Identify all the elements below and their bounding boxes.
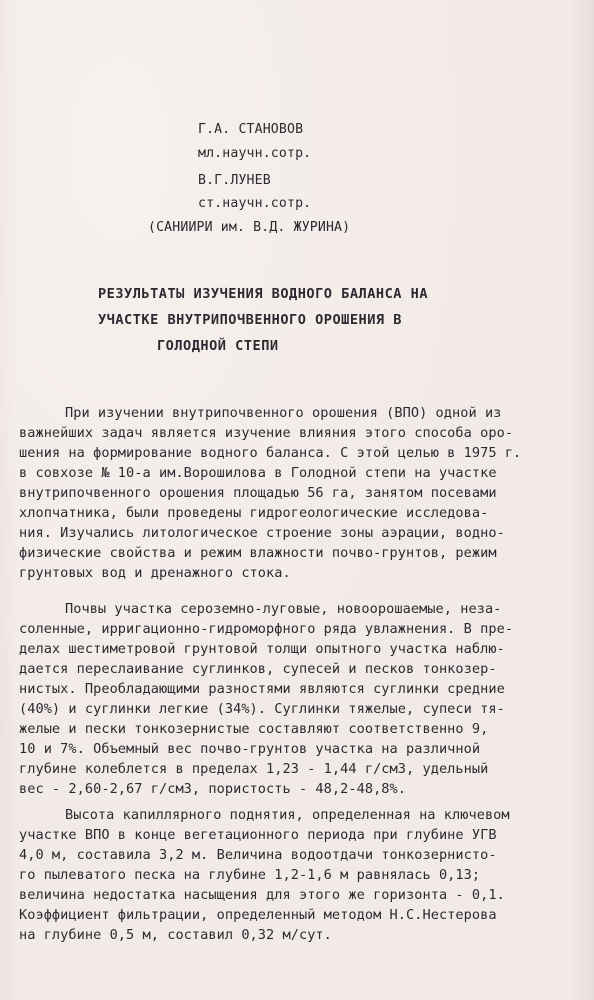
text-line: Почвы участка сероземно-луговые, новоорошаемые, неза- xyxy=(65,601,502,617)
text-line: При изучении внутрипочвенного орошения (ВПО) одной из xyxy=(65,405,502,421)
text-line: шения на формирование водного баланса. С этой целью в 1975 г. xyxy=(19,445,522,461)
text-line: нистых. Преобладающими разностями являются суглинки средние xyxy=(19,681,505,697)
text-line: участке ВПО в конце вегетационного периода при глубине УГВ xyxy=(19,827,497,843)
text-line: величина недостатка насыщения для этого же горизонта - 0,1. xyxy=(19,887,505,903)
text-line: (40%) и суглинки легкие (34%). Суглинки тяжелые, супеси тя- xyxy=(19,701,505,717)
text-line: го пылеватого песка на глубине 1,2-1,6 м равнялась 0,13; xyxy=(19,867,481,883)
text-line: на глубине 0,5 м, составил 0,32 м/сут. xyxy=(19,927,332,943)
text-line: вес - 2,60-2,67 г/см3, пористость - 48,2-48,8%. xyxy=(19,781,407,797)
text-line: физические свойства и режим влажности почво-грунтов, режим xyxy=(19,545,497,561)
author-1-position: мл.научн.сотр. xyxy=(198,146,312,161)
text-line: Высота капиллярного поднятия, определенная на ключевом xyxy=(65,807,510,823)
author-1-name: Г.А. СТАНОВОВ xyxy=(198,122,304,137)
title-line-2: УЧАСТКЕ ВНУТРИПОЧВЕННОГО ОРОШЕНИЯ В xyxy=(98,312,402,328)
text-line: делах шестиметровой грунтовой толщи опытного участка наблю- xyxy=(19,641,505,657)
text-line: 4,0 м, составила 3,2 м. Величина водоотдачи тонкозернисто- xyxy=(19,847,497,863)
text-line: хлопчатника, были проведены гидрогеологические исследова- xyxy=(19,505,489,521)
text-line: ния. Изучались литологическое строение зоны аэрации, водно- xyxy=(19,525,505,541)
title-line-1: РЕЗУЛЬТАТЫ ИЗУЧЕНИЯ ВОДНОГО БАЛАНСА НА xyxy=(98,286,428,302)
text-line: соленные, ирригационно-гидроморфного ряда увлажнения. В пре- xyxy=(19,621,514,637)
author-2-name: В.Г.ЛУНЕВ xyxy=(198,173,271,188)
text-line: глубине колеблется в пределах 1,23 - 1,44 г/см3, удельный xyxy=(19,761,489,777)
text-line: 10 и 7%. Объемный вес почво-грунтов участка на различной xyxy=(19,741,481,757)
title-line-3: ГОЛОДНОЙ СТЕПИ xyxy=(157,338,279,354)
text-line: дается переслаивание суглинков, супесей и песков тонкозер- xyxy=(19,661,497,677)
text-line: важнейших задач является изучение влияния этого способа оро- xyxy=(19,425,514,441)
text-line: внутрипочвенного орошения площадью 56 га, занятом посевами xyxy=(19,485,497,501)
author-2-position: ст.научн.сотр. xyxy=(198,196,312,211)
text-line: в совхозе № 10-а им.Ворошилова в Голодной степи на участке xyxy=(19,465,497,481)
text-line: грунтовых вод и дренажного стока. xyxy=(19,565,291,581)
text-line: желые и пески тонкозернистые составляют соответственно 9, xyxy=(19,721,489,737)
institution: (САНИИРИ им. В.Д. ЖУРИНА) xyxy=(148,220,351,235)
text-line: Коэффициент фильтрации, определенный методом Н.С.Нестерова xyxy=(19,907,497,923)
